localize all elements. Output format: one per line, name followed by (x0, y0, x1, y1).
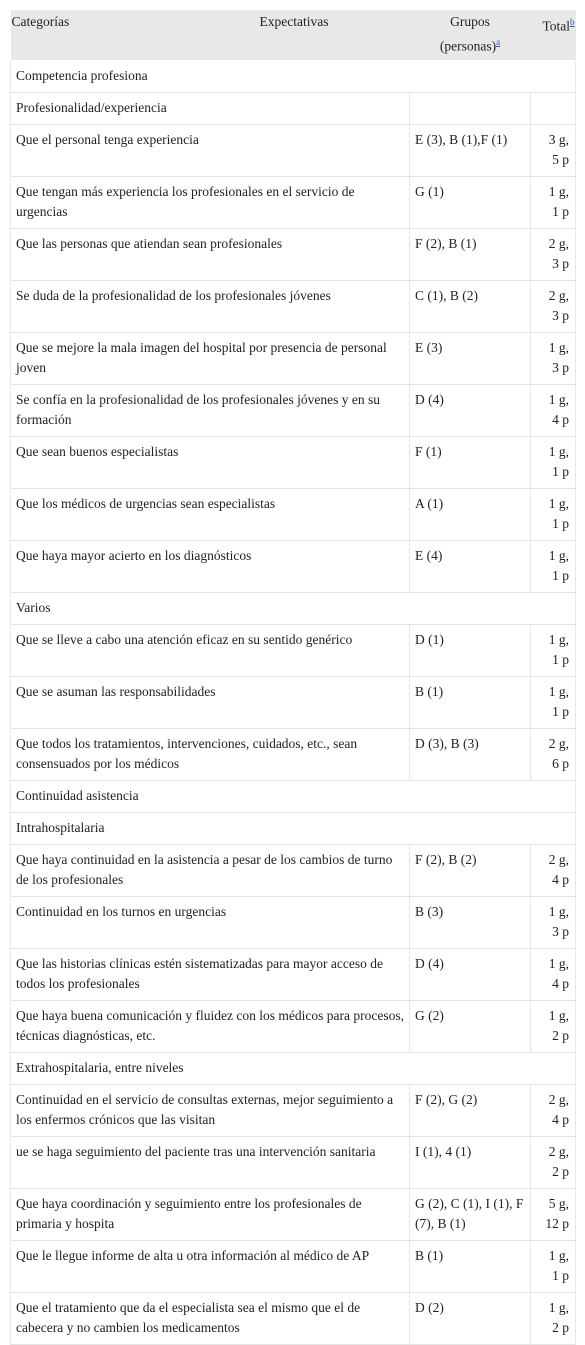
total-groups: 2 g, (548, 735, 569, 751)
empty-cell (531, 92, 576, 124)
expectativa-cell: Que se mejore la mala imagen del hospital por presencia de personal joven (11, 332, 410, 384)
subsection-label: Profesionalidad/experiencia (11, 92, 410, 124)
total-cell (531, 1000, 576, 1052)
total-cell (531, 1292, 576, 1344)
header-total-label: Total (542, 18, 570, 34)
grupos-cell: D (1) (410, 624, 531, 676)
table-row (11, 436, 576, 488)
table-row (11, 728, 576, 780)
total-cell (531, 436, 576, 488)
total-persons: 4 p (552, 411, 569, 427)
total-groups: 2 g, (548, 235, 569, 251)
table-row (11, 1292, 576, 1344)
total-groups: 1 g, (548, 391, 569, 407)
section-row (11, 812, 576, 844)
total-cell (531, 176, 576, 228)
table-row (11, 844, 576, 896)
expectativa-cell: Que los médicos de urgencias sean especialistas (11, 488, 410, 540)
total-cell (531, 624, 576, 676)
total-groups: 1 g, (548, 683, 569, 699)
grupos-cell: B (1) (410, 676, 531, 728)
expectativa-cell: Que todos los tratamientos, intervenciones, cuidados, etc., sean consensuados por los médicos (11, 728, 410, 780)
expectativa-cell: Que tengan más experiencia los profesionales en el servicio de urgencias (11, 176, 410, 228)
total-cell (531, 1136, 576, 1188)
expectativa-cell: Continuidad en el servicio de consultas externas, mejor seguimiento a los enfermos crónicos que las visitan (11, 1084, 410, 1136)
header-categorias-expectativas (11, 10, 410, 60)
total-groups: 1 g, (548, 955, 569, 971)
table-row (11, 1084, 576, 1136)
section-label: Intrahospitalaria (11, 812, 576, 844)
total-persons: 4 p (552, 871, 569, 887)
grupos-cell: G (1) (410, 176, 531, 228)
total-persons: 3 p (552, 923, 569, 939)
total-groups: 1 g, (548, 1299, 569, 1315)
total-persons: 1 p (552, 1267, 569, 1283)
grupos-cell: E (3), B (1),F (1) (410, 124, 531, 176)
total-cell (531, 896, 576, 948)
expectativa-cell: Que el tratamiento que da el especialista sea el mismo que el de cabecera y no cambien los medicamentos (11, 1292, 410, 1344)
total-groups: 2 g, (548, 287, 569, 303)
table-header (11, 10, 576, 60)
table-row (11, 280, 576, 332)
total-cell (531, 1240, 576, 1292)
section-row (11, 592, 576, 624)
grupos-cell: I (1), 4 (1) (410, 1136, 531, 1188)
section-row (11, 780, 576, 812)
table-row (11, 1188, 576, 1240)
total-persons: 1 p (552, 567, 569, 583)
table-row (11, 384, 576, 436)
section-row (11, 1052, 576, 1084)
grupos-cell: F (2), B (2) (410, 844, 531, 896)
section-label: Competencia profesiona (11, 60, 576, 92)
total-persons: 1 p (552, 515, 569, 531)
total-cell (531, 228, 576, 280)
grupos-cell: F (1) (410, 436, 531, 488)
total-groups: 1 g, (548, 495, 569, 511)
table-row (11, 896, 576, 948)
expectativa-cell: Que se asuman las responsabilidades (11, 676, 410, 728)
total-cell (531, 1188, 576, 1240)
grupos-cell: E (4) (410, 540, 531, 592)
total-cell (531, 384, 576, 436)
header-grupos (410, 10, 531, 60)
expectativa-cell: Que las historias clínicas estén sistematizadas para mayor acceso de todos los profesionales (11, 948, 410, 1000)
total-groups: 5 g, (548, 1195, 569, 1211)
expectativa-cell: Que le llegue informe de alta u otra información al médico de AP (11, 1240, 410, 1292)
total-persons: 1 p (552, 651, 569, 667)
total-cell (531, 728, 576, 780)
total-persons: 3 p (552, 255, 569, 271)
total-groups: 1 g, (548, 631, 569, 647)
total-cell (531, 488, 576, 540)
header-total (531, 10, 576, 60)
expectativa-cell: Que las personas que atiendan sean profesionales (11, 228, 410, 280)
total-cell (531, 332, 576, 384)
section-label: Continuidad asistencia (11, 780, 576, 812)
expectativa-cell: Que el personal tenga experiencia (11, 124, 410, 176)
total-persons: 2 p (552, 1319, 569, 1335)
grupos-cell: D (4) (410, 384, 531, 436)
total-persons: 6 p (552, 755, 569, 771)
total-persons: 2 p (552, 1163, 569, 1179)
total-groups: 2 g, (548, 851, 569, 867)
section-row (11, 60, 576, 92)
header-expectativas: Expectativas (259, 14, 329, 29)
total-cell (531, 124, 576, 176)
grupos-cell: E (3) (410, 332, 531, 384)
grupos-cell: D (2) (410, 1292, 531, 1344)
expectativa-cell: Que haya mayor acierto en los diagnósticos (11, 540, 410, 592)
total-persons: 4 p (552, 975, 569, 991)
total-cell (531, 280, 576, 332)
table-row (11, 1136, 576, 1188)
total-groups: 1 g, (548, 547, 569, 563)
total-persons: 3 p (552, 359, 569, 375)
grupos-cell: D (3), B (3) (410, 728, 531, 780)
section-label: Extrahospitalaria, entre niveles (11, 1052, 576, 1084)
total-groups: 1 g, (548, 903, 569, 919)
expectativa-cell: Se confía en la profesionalidad de los profesionales jóvenes y en su formación (11, 384, 410, 436)
grupos-cell: F (2), G (2) (410, 1084, 531, 1136)
grupos-cell: A (1) (410, 488, 531, 540)
grupos-cell: D (4) (410, 948, 531, 1000)
total-groups: 2 g, (548, 1143, 569, 1159)
total-persons: 3 p (552, 307, 569, 323)
table-row (11, 948, 576, 1000)
total-persons: 1 p (552, 463, 569, 479)
total-cell (531, 676, 576, 728)
section-label: Varios (11, 592, 576, 624)
total-persons: 1 p (552, 703, 569, 719)
header-personas-label: (personas) (439, 38, 497, 54)
footnote-a-link[interactable]: a (496, 37, 501, 47)
table-row (11, 1240, 576, 1292)
total-cell (531, 1084, 576, 1136)
expectativa-cell: Que haya coordinación y seguimiento entre los profesionales de primaria y hospita (11, 1188, 410, 1240)
table-row (11, 488, 576, 540)
empty-cell (410, 92, 531, 124)
total-persons: 12 p (545, 1215, 569, 1231)
expectativa-cell: ue se haga seguimiento del paciente tras una intervención sanitaria (11, 1136, 410, 1188)
total-persons: 2 p (552, 1027, 569, 1043)
total-groups: 1 g, (548, 1247, 569, 1263)
table-row (11, 124, 576, 176)
table-body (11, 60, 576, 1344)
table-row (11, 676, 576, 728)
total-cell (531, 540, 576, 592)
grupos-cell: G (2) (410, 1000, 531, 1052)
grupos-cell: B (3) (410, 896, 531, 948)
table-row (11, 332, 576, 384)
total-persons: 5 p (552, 151, 569, 167)
total-groups: 1 g, (548, 443, 569, 459)
grupos-cell: G (2), C (1), I (1), F (7), B (1) (410, 1188, 531, 1240)
table-row (11, 1000, 576, 1052)
expectativa-cell: Que haya buena comunicación y fluidez con los médicos para procesos, técnicas diagnósticas, etc. (11, 1000, 410, 1052)
total-persons: 1 p (552, 203, 569, 219)
footnote-b-link[interactable]: b (570, 17, 575, 27)
grupos-cell: C (1), B (2) (410, 280, 531, 332)
header-categorias: Categorías (11, 14, 70, 29)
total-groups: 1 g, (548, 339, 569, 355)
expectativa-cell: Que sean buenos especialistas (11, 436, 410, 488)
total-groups: 1 g, (548, 1007, 569, 1023)
header-grupos-label: Grupos (450, 14, 490, 29)
expectations-table (10, 10, 576, 1345)
table-row (11, 624, 576, 676)
expectativa-cell: Se duda de la profesionalidad de los profesionales jóvenes (11, 280, 410, 332)
total-persons: 4 p (552, 1111, 569, 1127)
grupos-cell: B (1) (410, 1240, 531, 1292)
grupos-cell: F (2), B (1) (410, 228, 531, 280)
table-row (11, 540, 576, 592)
expectativa-cell: Que se lleve a cabo una atención eficaz en su sentido genérico (11, 624, 410, 676)
subsection-row (11, 92, 576, 124)
total-cell (531, 844, 576, 896)
total-cell (531, 948, 576, 1000)
total-groups: 3 g, (548, 131, 569, 147)
total-groups: 2 g, (548, 1091, 569, 1107)
total-groups: 1 g, (548, 183, 569, 199)
table-row (11, 228, 576, 280)
table-row (11, 176, 576, 228)
expectativa-cell: Que haya continuidad en la asistencia a pesar de los cambios de turno de los profesionales (11, 844, 410, 896)
expectativa-cell: Continuidad en los turnos en urgencias (11, 896, 410, 948)
